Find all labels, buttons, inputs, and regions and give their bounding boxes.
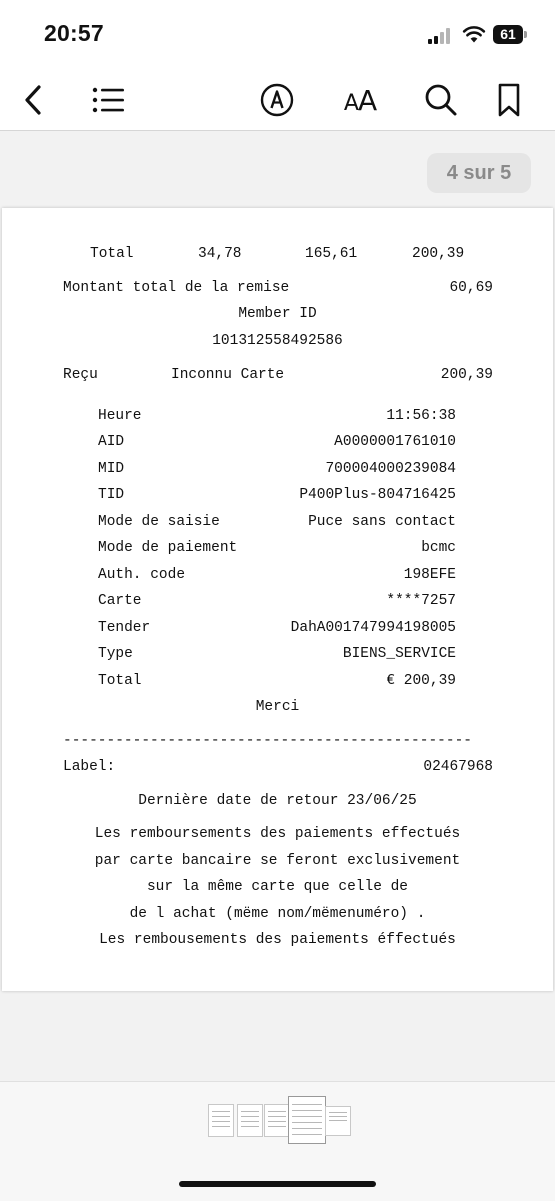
battery-icon: [493, 25, 529, 44]
label-value: 02467968: [423, 759, 493, 775]
return-date: Dernière date de retour 23/06/25: [138, 793, 417, 809]
status-time: 20:57: [44, 20, 104, 46]
discount-label: Montant total de la remise: [63, 280, 290, 296]
detail-label: MID: [98, 461, 125, 477]
text-size-icon[interactable]: [337, 82, 383, 118]
status-bar: [0, 0, 555, 70]
detail-value: A0000001761010: [334, 434, 456, 450]
total-row-value-2: 165,61: [305, 246, 358, 262]
page-thumbnail-2[interactable]: [237, 1104, 263, 1137]
reader-toolbar: [0, 70, 555, 131]
detail-value: P400Plus-804716425: [299, 487, 456, 503]
recu-value: 200,39: [440, 367, 493, 383]
member-id-value: 101312558492586: [212, 333, 343, 349]
total-row-value-3: 200,39: [412, 246, 465, 262]
discount-value: 60,69: [449, 280, 493, 296]
list-icon[interactable]: [90, 82, 126, 118]
page-thumbnail-1[interactable]: [208, 1104, 234, 1137]
recu-card-type: Inconnu Carte: [171, 367, 285, 383]
detail-label: Type: [98, 646, 133, 662]
notice-line: sur la même carte que celle de: [146, 879, 409, 895]
detail-label: AID: [98, 434, 125, 450]
detail-label: Mode de paiement: [98, 540, 238, 556]
detail-label: Mode de saisie: [98, 514, 220, 530]
detail-label: Auth. code: [98, 567, 186, 583]
home-indicator: [179, 1181, 376, 1187]
notice-line: Les rembousements des paiements éffectués: [99, 932, 456, 948]
receipt-page: [2, 208, 553, 991]
bookmark-icon[interactable]: [494, 82, 524, 118]
text-size-small-a: A: [343, 90, 358, 116]
detail-label: Heure: [98, 408, 142, 424]
notice-line: Les remboursements des paiements effectués: [94, 826, 461, 842]
page-thumbnail-4-current[interactable]: [288, 1096, 326, 1144]
detail-label: Total: [98, 673, 142, 689]
detail-label: Carte: [98, 593, 142, 609]
back-chevron-icon[interactable]: [18, 82, 48, 118]
battery-level: 61: [493, 25, 523, 44]
cellular-signal-icon: [428, 28, 456, 44]
thanks-text: Merci: [255, 699, 300, 715]
page-thumbnail-5[interactable]: [325, 1106, 351, 1136]
total-row-label: Total: [90, 246, 134, 262]
recu-label: Reçu: [63, 367, 98, 383]
search-icon[interactable]: [423, 82, 459, 118]
notice-line: par carte bancaire se feront exclusivement: [94, 853, 461, 869]
detail-value: 11:56:38: [386, 408, 456, 424]
detail-value: 198EFE: [403, 567, 456, 583]
page-indicator: 4 sur 5: [427, 153, 531, 193]
label-label: Label:: [63, 759, 116, 775]
member-id-label: Member ID: [238, 306, 317, 322]
detail-value: 700004000239084: [325, 461, 456, 477]
detail-label: Tender: [98, 620, 151, 636]
detail-value: DahA001747994198005: [290, 620, 456, 636]
page-thumbnail-3[interactable]: [264, 1104, 290, 1137]
detail-label: TID: [98, 487, 125, 503]
notice-line: de l achat (mëme nom/mëmenuméro) .: [129, 906, 426, 922]
markup-pen-icon[interactable]: [259, 82, 295, 118]
total-row-value-1: 34,78: [198, 246, 242, 262]
detail-value: BIENS_SERVICE: [342, 646, 456, 662]
text-size-large-a: A: [357, 83, 377, 117]
detail-value: Puce sans contact: [308, 514, 456, 530]
detail-value: ****7257: [386, 593, 456, 609]
separator-line: -----------------------------------------------: [63, 733, 472, 749]
wifi-icon: [462, 24, 486, 44]
detail-value: € 200,39: [386, 673, 456, 689]
detail-value: bcmc: [421, 540, 456, 556]
